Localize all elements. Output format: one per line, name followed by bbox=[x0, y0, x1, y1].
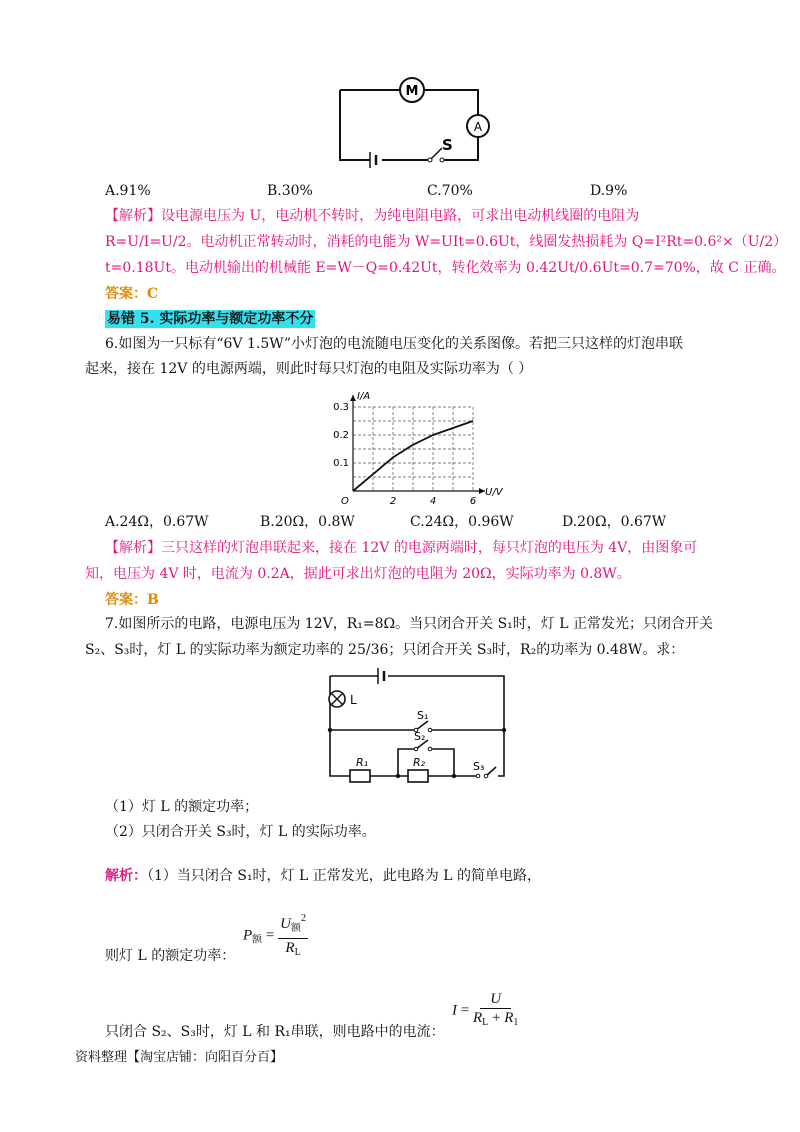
q6-option-d: D.20Ω，0.67W bbox=[562, 514, 667, 530]
x-tick-label: 6 bbox=[469, 496, 477, 507]
q6-option-a: A.24Ω，0.67W bbox=[105, 514, 209, 530]
origin-label: O bbox=[341, 496, 349, 507]
q7-solution-line-3: 只闭合 S₂、S₃时，灯 L 和 R₁串联，则电路中的电流： bbox=[105, 1024, 445, 1040]
r2-label: R₂ bbox=[413, 756, 426, 769]
q6-option-c: C.24Ω，0.96W bbox=[410, 514, 514, 530]
q5-option-a: A.91% bbox=[105, 183, 151, 199]
q5-option-d: D.9% bbox=[590, 183, 628, 199]
iv-curve-chart bbox=[325, 388, 503, 507]
x-axis-label: U/V bbox=[485, 487, 503, 498]
q7-solution-label: 解析： bbox=[105, 868, 147, 884]
q7-solution-line-2: 则灯 L 的额定功率： bbox=[105, 948, 236, 964]
r1-label: R₁ bbox=[356, 756, 369, 769]
y-tick-label: 0.3 bbox=[333, 402, 349, 413]
ammeter-label: A bbox=[473, 120, 483, 134]
s1-label: S₁ bbox=[417, 709, 429, 722]
x-tick-label: 2 bbox=[389, 496, 397, 507]
q7-question-1: （1）灯 L 的额定功率； bbox=[105, 799, 259, 815]
y-axis-label: I/A bbox=[357, 391, 371, 402]
current-formula: I = $\frac{U}{R_L + R_1}$ bbox=[452, 991, 519, 1028]
q7-stem-line-2: S₂、S₃时，灯 L 的实际功率为额定功率的 25/36；只闭合开关 S₃时，R₂的功率为 0.48W。求： bbox=[85, 642, 685, 658]
s2-label: S₂ bbox=[414, 730, 426, 743]
motor-label: M bbox=[405, 84, 419, 99]
q7-stem-line-1: 7.如图所示的电路，电源电压为 12V，R₁=8Ω。当只闭合开关 S₁时，灯 L 正常发光；只闭合开关 bbox=[105, 616, 713, 632]
section-title: 易错 5. 实际功率与额定功率不分 bbox=[107, 311, 314, 327]
q6-analysis-line-2: 知，电压为 4V 时，电流为 0.2A，据此可求出灯泡的电阻为 20Ω，实际功率为 0.8W。 bbox=[85, 566, 631, 582]
q6-answer: 答案：B bbox=[105, 592, 159, 608]
q5-analysis-line-1: 【解析】设电源电压为 U，电动机不转时，为纯电阻电路，可求出电动机线圈的电阻为 bbox=[105, 208, 640, 224]
q5-option-c: C.70% bbox=[427, 183, 473, 199]
q6-analysis-line-1: 【解析】三只这样的灯泡串联起来，接在 12V 的电源两端时，每只灯泡的电压为 4V，由图象可 bbox=[105, 540, 698, 556]
q7-solution-text-1: （1）当只闭合 S₁时，灯 L 正常发光，此电路为 L 的简单电路， bbox=[147, 868, 541, 884]
page-footer: 资料整理【淘宝店铺：向阳百分百】 bbox=[75, 1050, 284, 1065]
q5-answer: 答案：C bbox=[105, 286, 159, 302]
y-axis-arrow bbox=[350, 395, 356, 401]
q5-analysis-line-3: t=0.18Ut。电动机输出的机械能 E=W－Q=0.42Ut，转化效率为 0.42Ut/0.6Ut=0.7=70%，故 C 正确。 bbox=[105, 260, 786, 276]
q5-analysis-line-2: R=U/I=U/2。电动机正常转动时，消耗的电能为 W=UIt=0.6Ut，线圈发热损耗为 Q=I²Rt=0.6²×（U/2） bbox=[105, 234, 788, 250]
motor-circuit-diagram bbox=[330, 70, 500, 170]
q6-stem-line-2: 起来，接在 12V 的电源两端，则此时每只灯泡的电阻及实际功率为（ ） bbox=[85, 361, 533, 377]
q6-option-b: B.20Ω，0.8W bbox=[260, 514, 355, 530]
r1-resistor-symbol bbox=[350, 770, 370, 782]
x-tick-label: 4 bbox=[429, 496, 437, 507]
q7-solution-line-1 bbox=[105, 866, 541, 886]
rated-power-formula: $P_额$ = $\frac{U_额^2}{R_L}$ bbox=[243, 910, 308, 962]
switch-label: S bbox=[442, 136, 453, 154]
y-tick-label: 0.1 bbox=[333, 458, 349, 469]
section-heading bbox=[105, 309, 315, 329]
r2-resistor-symbol bbox=[408, 770, 428, 782]
iv-curve-line bbox=[353, 421, 473, 491]
s3-label: S₃ bbox=[473, 760, 485, 773]
q6-stem-line-1: 6.如图为一只标有“6V 1.5W”小灯泡的电流随电压变化的关系图像。若把三只这样的灯泡串联 bbox=[105, 336, 684, 352]
q7-question-2: （2）只闭合开关 S₃时，灯 L 的实际功率。 bbox=[105, 824, 376, 840]
q5-option-b: B.30% bbox=[267, 183, 313, 199]
y-tick-label: 0.2 bbox=[333, 430, 349, 441]
lamp-circuit-diagram bbox=[320, 664, 520, 790]
lamp-label: L bbox=[350, 693, 357, 707]
